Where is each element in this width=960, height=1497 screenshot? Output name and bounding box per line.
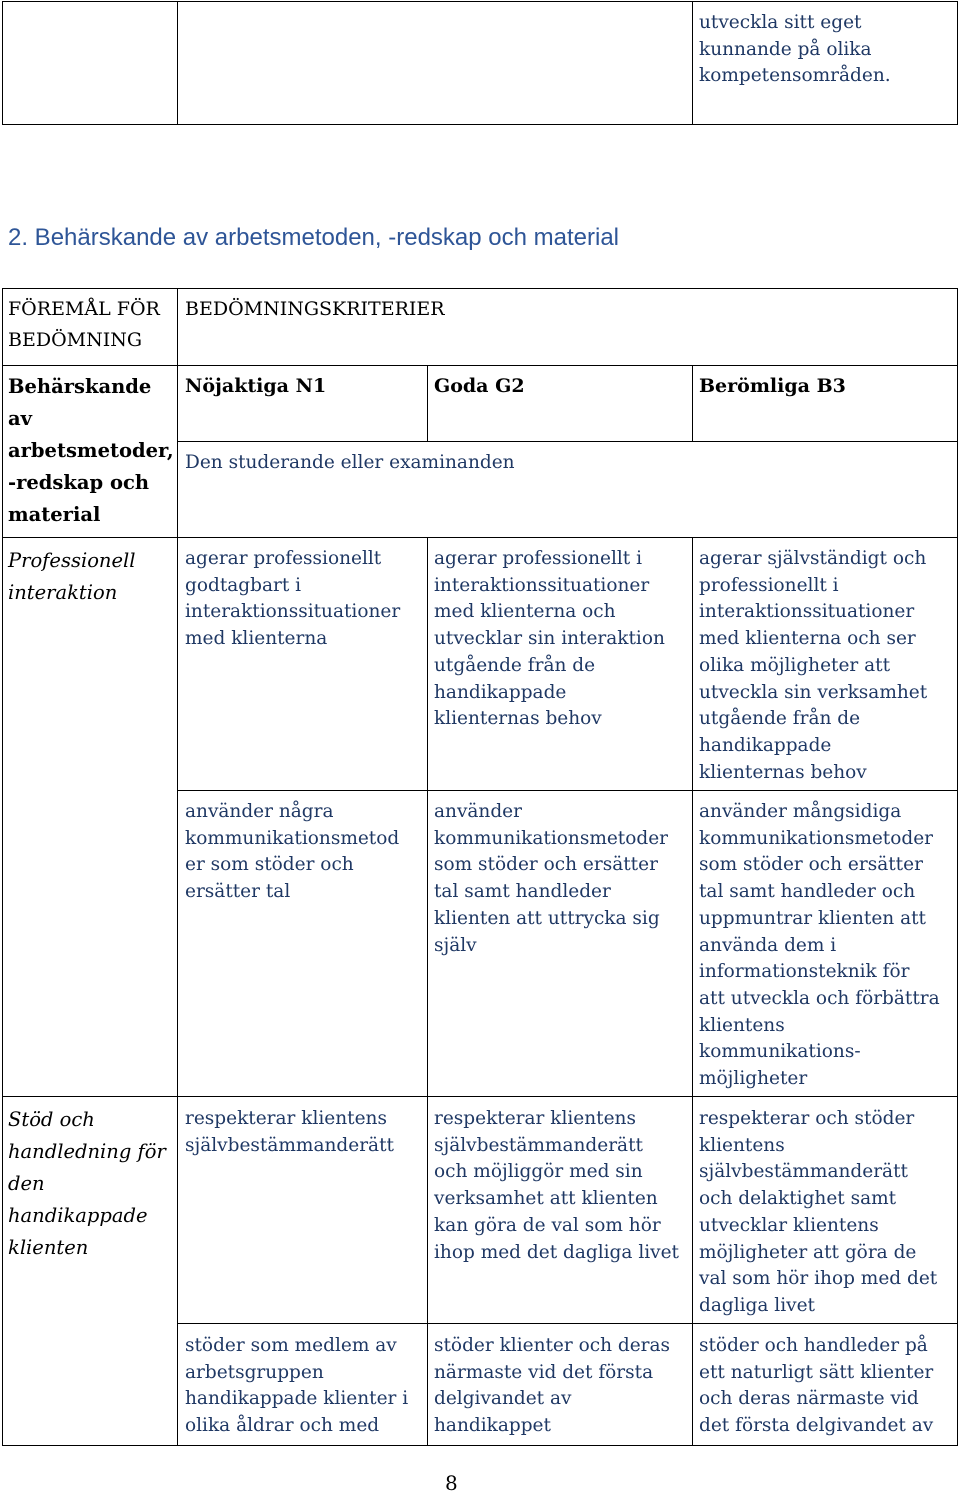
row3-g2: respekterar klientens självbestämmanderätt och möjliggör med sin verksamhet att klienten kan göra de val som hör ihop med det dagliga livet <box>434 1108 679 1263</box>
subject-cell-professionell <box>2 537 178 1097</box>
subject-stod: Stöd och handledning för den handikappade klienten <box>8 1108 166 1259</box>
row1-n1: agerar professionellt godtagbart i interaktionssituationer med klienterna <box>185 548 401 650</box>
grade-g2: Goda G2 <box>434 375 525 397</box>
row4-n1: stöder som medlem av arbetsgruppen handikappade klienter i olika åldrar och med <box>185 1335 409 1437</box>
grade-b3: Berömliga B3 <box>699 375 846 397</box>
section-heading: 2. Behärskande av arbetsmetoden, -redskap och material <box>8 224 620 251</box>
row1-g2: agerar professionellt i interaktionssituationer med klienterna och utvecklar sin interaktion utgående från de handikappade klienternas behov <box>434 548 665 730</box>
row4-g2: stöder klienter och deras närmaste vid det första delgivandet av handikappet <box>434 1335 671 1437</box>
row4-b3: stöder och handleder på ett naturligt sätt klienter och deras närmaste vid det första delgivandet av <box>699 1335 934 1437</box>
grade-n1: Nöjaktiga N1 <box>185 375 327 397</box>
subject-professionell: Professionell interaktion <box>8 549 136 604</box>
row1-b3: agerar självständigt och professionellt i interaktionssituationer med klienterna och ser olika möjligheter att utveckla sin verksamhet utgående från de handikappade klienternas behov <box>699 548 928 783</box>
header-subject: FÖREMÅL FÖR BEDÖMNING <box>8 298 160 351</box>
row2-g2: använder kommunikationsmetoder som stöder och ersätter tal samt handleder klienten att uttrycka sig själv <box>434 801 669 956</box>
top-cell-2 <box>177 1 693 125</box>
row2-n1: använder några kommunikationsmetod er som stöder och ersätter tal <box>185 801 400 903</box>
header-criteria: BEDÖMNINGSKRITERIER <box>185 298 445 320</box>
row2-b3: använder mångsidiga kommunikationsmetoder som stöder och ersätter tal samt handleder och uppmuntrar klienten att använda dem i informationsteknik för att utveckla och förbättra klientens kommunikations- möjligheter <box>699 801 940 1090</box>
subject-main: Behärskande av arbetsmetoder, -redskap och material <box>8 375 174 526</box>
row3-n1: respekterar klientens självbestämmanderätt <box>185 1108 394 1156</box>
top-cell-1 <box>2 1 178 125</box>
top-cell-3-text: utveckla sitt eget kunnande på olika kompetensområden. <box>699 12 891 87</box>
intro-text: Den studerande eller examinanden <box>185 452 515 473</box>
row3-b3: respekterar och stöder klientens självbestämmanderätt och delaktighet samt utvecklar klientens möjligheter att göra de val som hör ihop med det dagliga livet <box>699 1108 938 1316</box>
page-number: 8 <box>445 1471 458 1495</box>
